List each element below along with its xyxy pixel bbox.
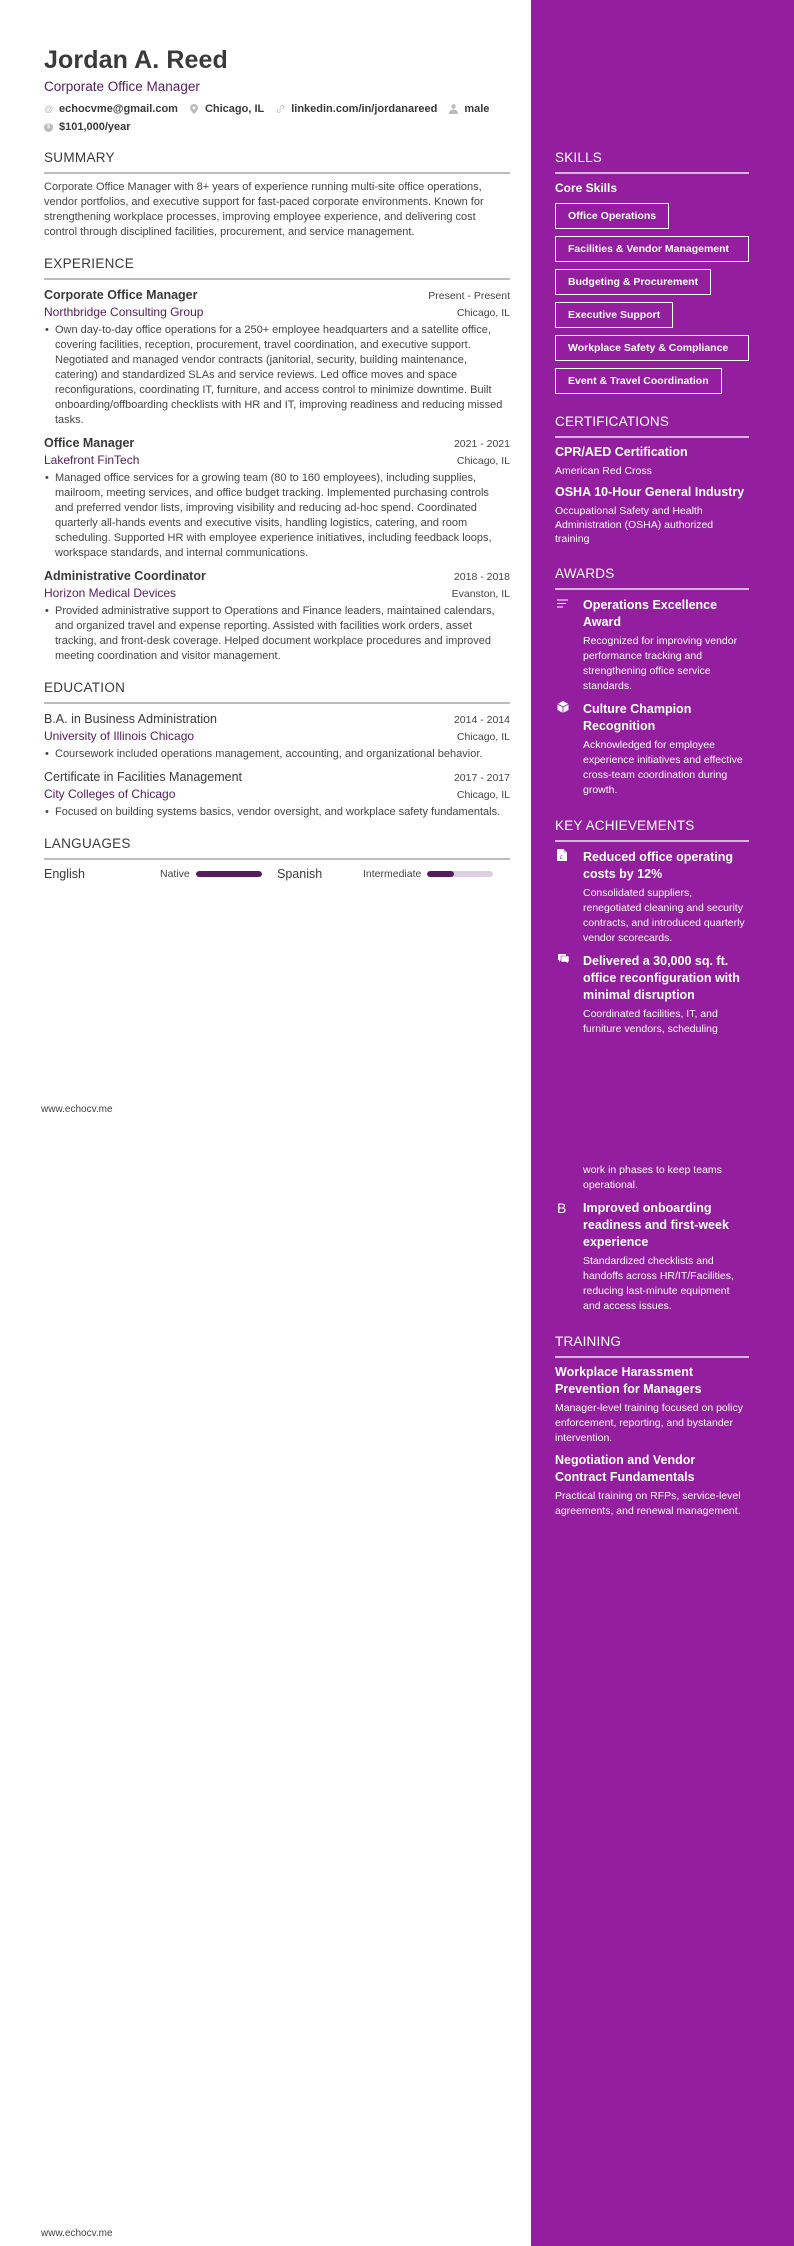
language-level: Intermediate: [363, 868, 422, 880]
education-heading: EDUCATION: [44, 680, 510, 704]
achievement-description: work in phases to keep teams operational.: [583, 1164, 722, 1191]
skill-chip: Budgeting & Procurement: [555, 269, 711, 295]
job-dates: 2018 - 2018: [453, 571, 510, 583]
achievements-section: [555, 818, 749, 1037]
job-title: Office Manager: [44, 436, 135, 450]
svg-text:£: £: [560, 855, 563, 861]
certification-name: CPR/AED Certification: [555, 445, 688, 459]
training-title: Workplace Harassment Prevention for Managers: [555, 1365, 702, 1396]
candidate-title: Corporate Office Manager: [44, 79, 200, 94]
job-bullet: • Managed office services for a growing team (80 to 160 employees), including supplies, mailroom, meeting services, and office budget tracking. Implemented purchasing controls and preferred vendor lists, improving visibility and reducing ad-hoc spend. Coordinated quarterly all-hands events and executive visits, handling logistics, catering, and room scheduling. Supported HR with employee experience initiatives, including feedback loops, workspace standards, and internal communications.: [44, 471, 510, 561]
summary-text: Corporate Office Manager with 8+ years of experience running multi-site office operations, vendor portfolios, and executive support for fast-paced corporate environments. Known for strengthening workplace processes, improving employee experience, and delivering cost control through disciplined facilities, procurement, and service management.: [44, 181, 484, 238]
experience-entry: [44, 435, 510, 561]
languages-section: [44, 836, 510, 881]
certification-issuer: Occupational Safety and Health Administration (OSHA) authorized training: [555, 505, 714, 545]
language-list: [44, 867, 510, 881]
degree: Certificate in Facilities Management: [44, 770, 242, 784]
candidate-name: Jordan A. Reed: [44, 46, 228, 74]
sidebar-column: [555, 150, 749, 1037]
letter-b-icon: B: [557, 1200, 567, 1216]
chat-bubbles-icon: [555, 953, 583, 1037]
school-name: City Colleges of Chicago: [44, 787, 176, 801]
achievement-description: Consolidated suppliers, renegotiated cleaning and security contracts, and introduced quarterly vendor scorecards.: [583, 887, 745, 944]
award-item: [555, 597, 749, 694]
award-item: [555, 701, 749, 798]
achievement-item: [555, 1200, 749, 1314]
achievement-title: Reduced office operating costs by 12%: [583, 850, 734, 881]
job-bullet: • Provided administrative support to Operations and Finance leaders, maintained calendars, and organized travel and expense reporting. Assisted with facilities work orders, asset tracking, and front-desk coverage. Helped document workplace procedures and improved meeting coordination and visitor management.: [44, 604, 510, 664]
document-icon: [555, 849, 583, 946]
achievement-description: Coordinated facilities, IT, and furniture vendors, scheduling: [583, 1008, 718, 1035]
job-location: Chicago, IL: [456, 455, 510, 467]
contact-email[interactable]: @ echocvme@gmail.com: [43, 103, 178, 115]
awards-section: [555, 566, 749, 798]
skill-chip: Office Operations: [555, 203, 669, 229]
training-section: [555, 1334, 749, 1519]
contact-location: Chicago, IL: [190, 100, 264, 118]
main-column: [44, 44, 510, 881]
experience-heading: EXPERIENCE: [44, 256, 510, 280]
footer-site-link[interactable]: www.echocv.me: [41, 2228, 113, 2239]
achievement-item-continued: [555, 1163, 749, 1193]
certifications-heading: CERTIFICATIONS: [555, 414, 749, 438]
training-title: Negotiation and Vendor Contract Fundamentals: [555, 1453, 696, 1484]
skills-section: [555, 150, 749, 394]
company-name: Lakefront FinTech: [44, 453, 140, 467]
awards-heading: AWARDS: [555, 566, 749, 590]
contact-salary: $ $101,000/year: [44, 118, 131, 136]
language-item: [44, 867, 277, 881]
language-name: English: [44, 867, 85, 881]
achievement-item: [555, 849, 749, 946]
degree: B.A. in Business Administration: [44, 712, 217, 726]
training-description: Manager-level training focused on policy enforcement, reporting, and bystander intervention.: [555, 1402, 743, 1444]
company-name: Horizon Medical Devices: [44, 586, 177, 600]
language-item: [277, 867, 510, 881]
location-pin-icon: [190, 105, 199, 114]
skill-chip: Event & Travel Coordination: [555, 368, 722, 394]
job-title: Administrative Coordinator: [44, 569, 206, 583]
education-dates: 2017 - 2017: [453, 772, 510, 784]
education-bullet: • Focused on building systems basics, vendor oversight, and workplace safety fundamentals.: [44, 805, 510, 820]
dollar-icon: $: [44, 123, 53, 132]
job-dates: 2021 - 2021: [453, 438, 510, 450]
language-level: Native: [160, 868, 190, 880]
training-description: Practical training on RFPs, service-level agreements, and renewal management.: [555, 1490, 741, 1517]
at-icon: @: [43, 104, 54, 114]
link-icon: [276, 105, 285, 114]
certifications-section: [555, 414, 749, 546]
school-name: University of Illinois Chicago: [44, 729, 195, 743]
sidebar-column-continued: [555, 1163, 749, 1519]
achievement-title: Delivered a 30,000 sq. ft. office reconfiguration with minimal disruption: [583, 954, 740, 1002]
certification-issuer: American Red Cross: [555, 465, 652, 477]
contact-gender: male: [449, 100, 489, 118]
education-section: [44, 680, 510, 820]
experience-section: [44, 256, 510, 664]
job-title: Corporate Office Manager: [44, 288, 198, 302]
job-location: Chicago, IL: [456, 307, 510, 319]
skill-chip: Facilities & Vendor Management: [555, 236, 749, 262]
skill-chip: Workplace Safety & Compliance: [555, 335, 749, 361]
award-description: Acknowledged for employee experience initiatives and effective cross-team coordination during growth.: [583, 739, 743, 796]
skills-group-label: Core Skills: [555, 181, 618, 195]
education-bullet: • Coursework included operations management, accounting, and organizational behavior.: [44, 747, 510, 762]
summary-section: [44, 150, 510, 240]
lines-icon: [555, 597, 583, 694]
experience-entry: [44, 287, 510, 428]
achievement-description: Standardized checklists and handoffs across HR/IT/Facilities, reducing last-minute equipment and access issues.: [583, 1255, 734, 1312]
achievements-heading: KEY ACHIEVEMENTS: [555, 818, 749, 842]
school-location: Chicago, IL: [456, 731, 510, 743]
language-proficiency-bar: [196, 871, 262, 877]
company-name: Northbridge Consulting Group: [44, 305, 204, 319]
person-icon: [449, 105, 458, 114]
school-location: Chicago, IL: [456, 789, 510, 801]
languages-heading: LANGUAGES: [44, 836, 510, 860]
skill-chip: Executive Support: [555, 302, 673, 328]
award-title: Culture Champion Recognition: [583, 702, 692, 733]
education-dates: 2014 - 2014: [453, 714, 510, 726]
language-name: Spanish: [277, 867, 323, 881]
summary-heading: SUMMARY: [44, 150, 510, 174]
language-proficiency-bar: [427, 871, 493, 877]
achievement-item: [555, 953, 749, 1037]
job-dates: Present - Present: [428, 290, 510, 302]
job-location: Evanston, IL: [451, 588, 510, 600]
skills-heading: SKILLS: [555, 150, 749, 174]
award-description: Recognized for improving vendor performance tracking and strengthening office service standards.: [583, 635, 738, 692]
footer-site-link[interactable]: www.echocv.me: [41, 1104, 113, 1115]
award-title: Operations Excellence Award: [583, 598, 718, 629]
contact-linkedin[interactable]: linkedin.com/in/jordanareed: [276, 100, 437, 118]
education-entry: [44, 769, 510, 820]
education-entry: [44, 711, 510, 762]
job-bullet: • Own day-to-day office operations for a 250+ employee headquarters and a satellite office, covering facilities, reception, procurement, travel coordination, and executive support. Negotiated and managed vendor contracts (janitorial, security, building maintenance, catering) and standardized SLAs and service reviews. Led office moves and space reconfigurations, coordinating IT, furniture, and access control to minimize downtime. Built onboarding/offboarding checklists with HR and IT, improving readiness and reducing missed tasks.: [44, 323, 510, 428]
training-heading: TRAINING: [555, 1334, 749, 1358]
achievement-title: Improved onboarding readiness and first-week experience: [583, 1201, 729, 1249]
contact-list: [44, 100, 510, 136]
certification-name: OSHA 10-Hour General Industry: [555, 485, 745, 499]
cube-icon: [555, 701, 583, 798]
experience-entry: [44, 568, 510, 664]
